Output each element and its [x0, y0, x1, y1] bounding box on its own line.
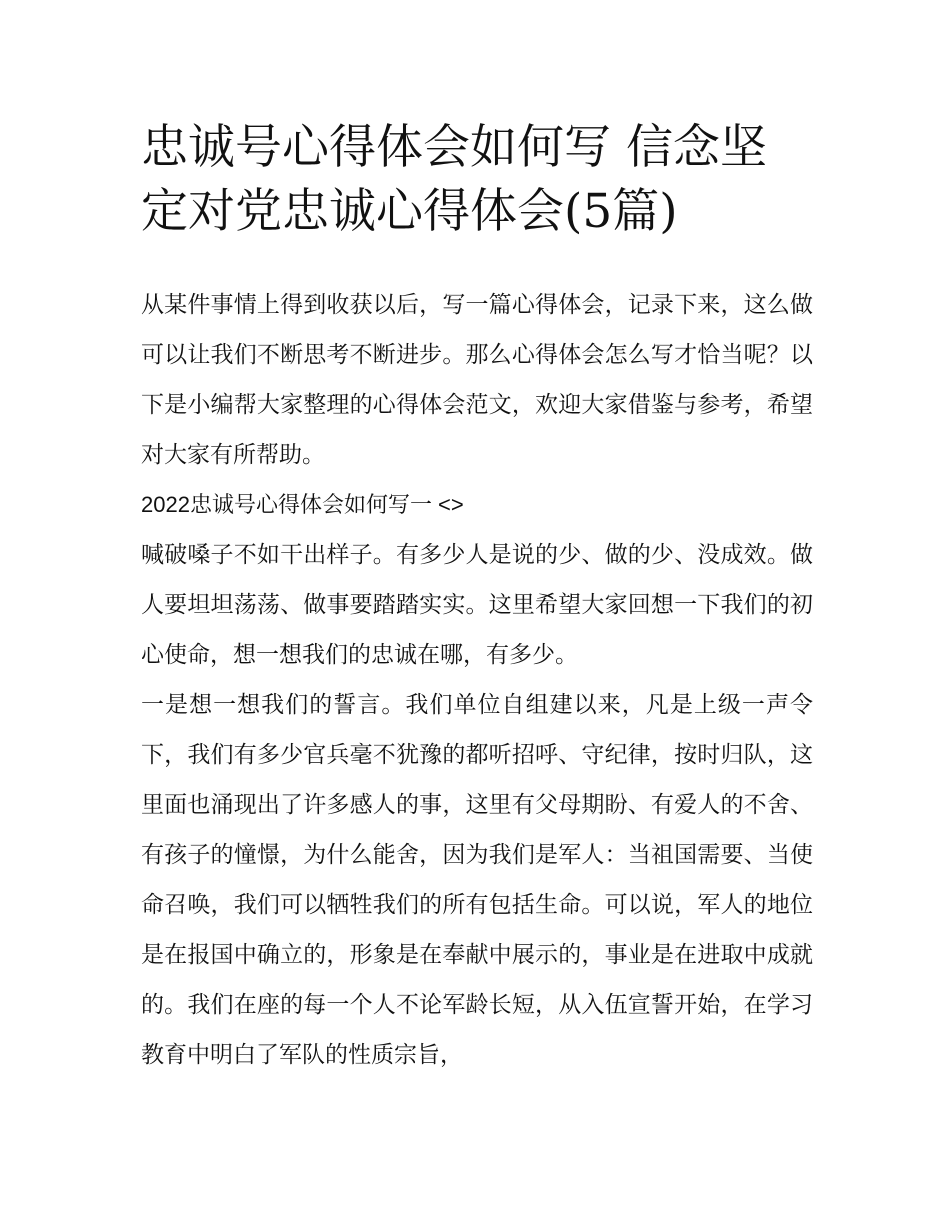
- section-heading: 2022忠诚号心得体会如何写一 <>: [141, 492, 464, 517]
- document-body: [141, 280, 813, 1080]
- body-paragraph-1: 喊破嗓子不如干出样子。有多少人是说的少、做的少、没成效。做人要坦坦荡荡、做事要踏踏实实。这里希望大家回想一下我们的初心使命，想一想我们的忠诚在哪，有多少。: [141, 542, 813, 668]
- body-paragraph-2: 一是想一想我们的誓言。我们单位自组建以来，凡是上级一声令下，我们有多少官兵毫不犹豫的都听招呼、守纪律，按时归队，这里面也涌现出了许多感人的事，这里有父母期盼、有爱人的不舍、有孩子的憧憬，为什么能舍，因为我们是军人：当祖国需要、当使命召唤，我们可以牺牲我们的所有包括生命。可以说，军人的地位是在报国中确立的，形象是在奉献中展示的，事业是在进取中成就的。我们在座的每一个人不论军龄长短，从入伍宣誓开始，在学习教育中明白了军队的性质宗旨，: [141, 692, 813, 1068]
- document-title: 忠诚号心得体会如何写 信念坚定对党忠诚心得体会(5篇): [141, 120, 767, 239]
- intro-paragraph: 从某件事情上得到收获以后，写一篇心得体会，记录下来，这么做可以让我们不断思考不断进步。那么心得体会怎么写才恰当呢？以下是小编帮大家整理的心得体会范文，欢迎大家借鉴与参考，希望对大家有所帮助。: [141, 292, 813, 468]
- document-page: [141, 0, 813, 1229]
